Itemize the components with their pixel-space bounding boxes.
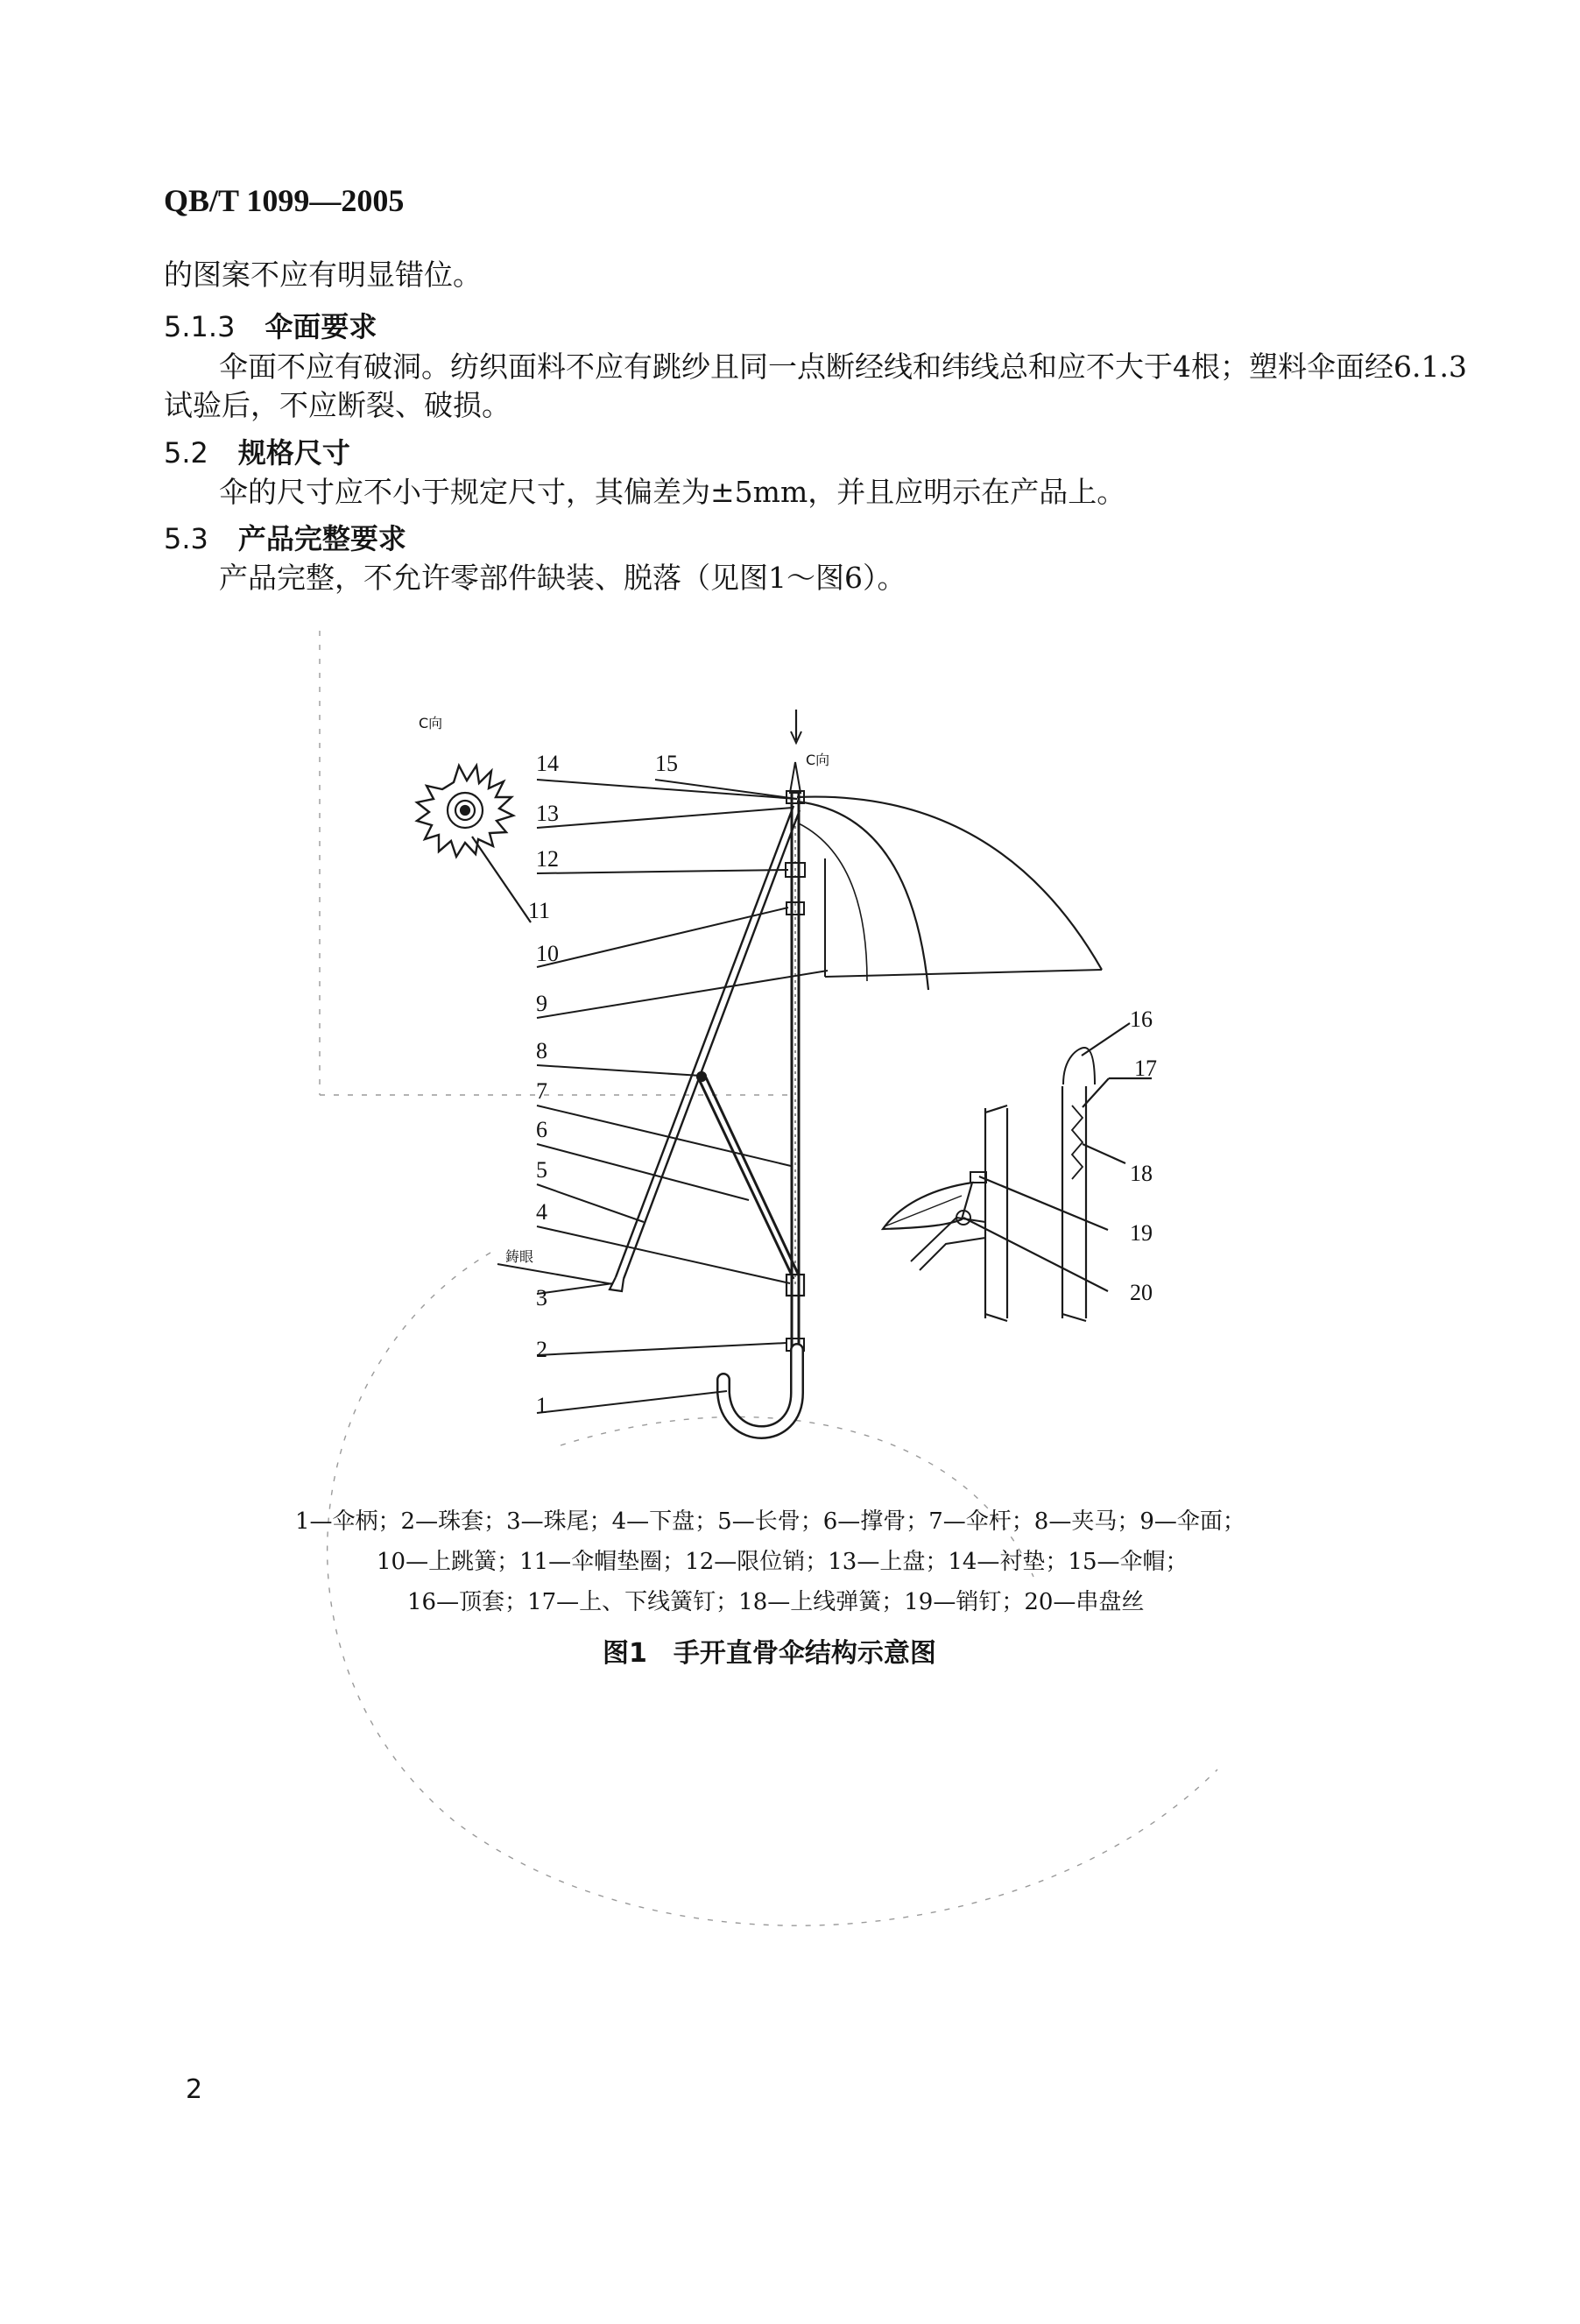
paragraph-5-1-3-line2: 试验后，不应断裂、破损。 — [164, 388, 511, 422]
label-6: 6 — [536, 1117, 547, 1142]
label-2: 2 — [536, 1337, 547, 1362]
label-19: 19 — [1130, 1220, 1153, 1246]
label-c-direction-left: C向 — [419, 715, 443, 731]
heading-title: 产品完整要求 — [237, 522, 406, 555]
label-7: 7 — [536, 1078, 547, 1104]
page-number: 2 — [186, 2074, 203, 2105]
label-16: 16 — [1130, 1007, 1153, 1032]
standard-number: QB/T 1099—2005 — [164, 183, 405, 218]
heading-title: 伞面要求 — [265, 310, 377, 343]
label-c-direction-right: C向 — [806, 752, 830, 768]
direction-arrow — [791, 710, 801, 743]
label-18: 18 — [1130, 1161, 1153, 1186]
legend-line-2: 10—上跳簧；11—伞帽垫圈；12—限位销；13—上盘；14—衬垫；15—伞帽； — [377, 1549, 1189, 1575]
paragraph-5-2: 伞的尺寸应不小于规定尺寸，其偏差为±5mm，并且应明示在产品上。 — [219, 475, 1126, 509]
figure-number: 图1 — [603, 1638, 647, 1669]
heading-number: 5.1.3 — [164, 310, 236, 343]
legend-line-3: 16—顶套；17—上、下线簧钉；18—上线弹簧；19—销钉；20—串盘丝 — [407, 1589, 1145, 1615]
label-9: 9 — [536, 991, 547, 1016]
detail-runner-pin — [883, 1105, 1108, 1321]
figure-caption — [603, 1631, 936, 1670]
label-10: 10 — [536, 941, 559, 966]
label-11: 11 — [528, 898, 551, 923]
label-15: 15 — [655, 751, 678, 776]
label-5: 5 — [536, 1157, 547, 1183]
leader-line-11 — [472, 837, 531, 922]
continued-paragraph: 的图案不应有明显错位。 — [164, 258, 482, 292]
figure-title: 手开直骨伞结构示意图 — [673, 1638, 936, 1669]
label-4: 4 — [536, 1199, 547, 1225]
legend-line-1: 1—伞柄；2—珠套；3—珠尾；4—下盘；5—长骨；6—撑骨；7—伞杆；8—夹马；9—伞面； — [295, 1508, 1245, 1535]
label-17: 17 — [1134, 1056, 1157, 1081]
label-bead-eye: 鋳眼 — [505, 1248, 534, 1265]
umbrella-main — [610, 762, 1102, 1432]
heading-number: 5.2 — [164, 436, 208, 470]
label-14: 14 — [536, 751, 559, 776]
label-13: 13 — [536, 801, 559, 826]
heading-title: 规格尺寸 — [237, 436, 350, 470]
paragraph-5-3: 产品完整，不允许零部件缺装、脱落（见图1～图6）。 — [219, 561, 906, 595]
label-1: 1 — [536, 1393, 547, 1418]
heading-number: 5.3 — [164, 522, 208, 555]
cap-top-view-icon — [417, 766, 513, 857]
label-12: 12 — [536, 846, 559, 872]
paragraph-5-1-3-line1: 伞面不应有破洞。纺织面料不应有跳纱且同一点断经线和纬线总和应不大于4根；塑料伞面经6.1.3 — [219, 350, 1467, 384]
label-3: 3 — [536, 1285, 547, 1310]
label-8: 8 — [536, 1038, 547, 1063]
label-20: 20 — [1130, 1280, 1153, 1305]
